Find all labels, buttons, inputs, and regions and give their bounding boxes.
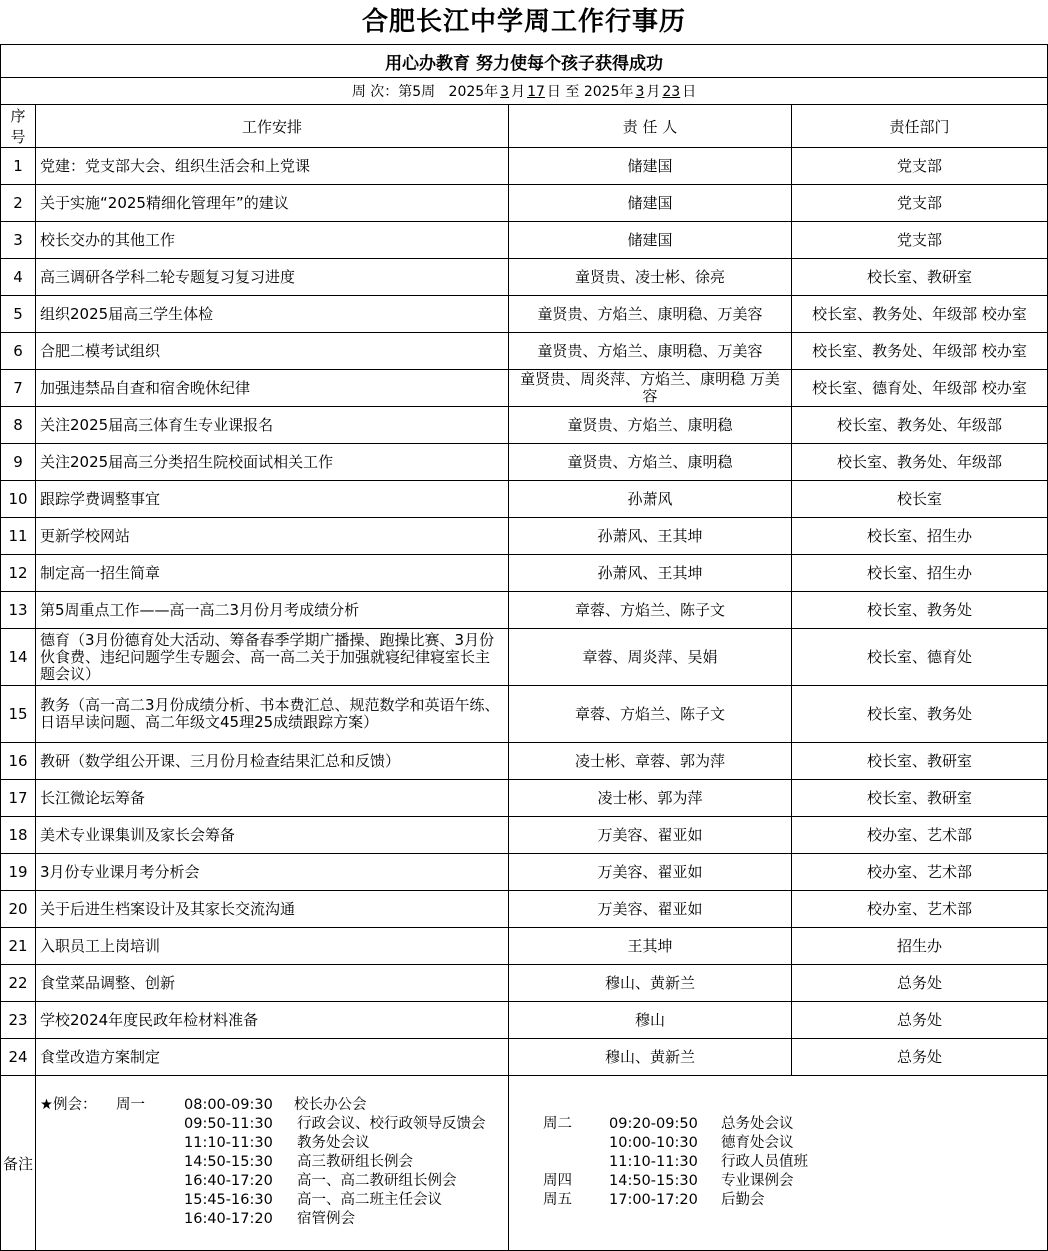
task-cell: 第5周重点工作——高一高二3月份月考成绩分析 (36, 592, 509, 629)
row-number: 17 (1, 780, 36, 817)
schedule-table (0, 44, 1048, 1251)
dept-cell: 校长室 (792, 481, 1048, 518)
row-number: 23 (1, 1002, 36, 1039)
person-cell: 万美容、翟亚如 (509, 891, 792, 928)
task-cell: 关注2025届高三分类招生院校面试相关工作 (36, 444, 509, 481)
meeting-day: 周五 (543, 1192, 572, 1208)
meeting-name: 高三教研组长例会 (297, 1154, 413, 1170)
task-cell: 食堂菜品调整、创新 (36, 965, 509, 1002)
row-number: 4 (1, 259, 36, 296)
row-number: 2 (1, 185, 36, 222)
meeting-time: 11:10-11:30 (609, 1154, 698, 1170)
row-number: 11 (1, 518, 36, 555)
row-number: 1 (1, 148, 36, 185)
meeting-day-label: 周一 (116, 1097, 145, 1113)
meeting-time: 11:10-11:30 (184, 1135, 273, 1151)
meeting-name: 后勤会 (721, 1192, 765, 1208)
meeting-time: 09:20-09:50 (609, 1116, 698, 1132)
dept-cell: 总务处 (792, 1002, 1048, 1039)
meeting-name: 总务处会议 (721, 1116, 794, 1132)
dept-cell: 校长室、德育处、年级部 校办室 (792, 370, 1048, 407)
meeting-time: 16:40-17:20 (184, 1211, 273, 1227)
row-number: 5 (1, 296, 36, 333)
meeting-day (40, 1115, 184, 1134)
table-row (1, 743, 1048, 780)
meeting-day (543, 1153, 609, 1172)
meeting-item (40, 1115, 504, 1134)
person-cell: 储建国 (509, 148, 792, 185)
meeting-heading: ★例会： (40, 1097, 97, 1113)
motto: 用心办教育 努力使每个孩子获得成功 (1, 45, 1048, 78)
start-month: 3 (500, 84, 510, 100)
page-title: 合肥长江中学周工作行事历 (361, 7, 686, 37)
meeting-name: 校长办公会 (294, 1097, 367, 1113)
meeting-item (543, 1172, 1043, 1191)
row-number: 16 (1, 743, 36, 780)
table-row (1, 1002, 1048, 1039)
dept-cell: 校长室、教务处、年级部 校办室 (792, 296, 1048, 333)
dept-cell: 校长室、德育处 (792, 629, 1048, 686)
dept-cell: 校办室、艺术部 (792, 854, 1048, 891)
task-cell: 德育（3月份德育处大活动、筹备春季学期广播操、跑操比赛、3月份伙食费、违纪问题学生专题会、高一高二关于加强就寝纪律寝室长主题会议） (36, 629, 509, 686)
person-cell: 童贤贵、方焰兰、康明稳、万美容 (509, 296, 792, 333)
table-row (1, 686, 1048, 743)
table-row (1, 592, 1048, 629)
person-cell: 章蓉、周炎萍、吴娟 (509, 629, 792, 686)
dept-cell: 校长室、招生办 (792, 555, 1048, 592)
person-cell: 万美容、翟亚如 (509, 817, 792, 854)
dept-cell: 校长室、教研室 (792, 743, 1048, 780)
row-number: 14 (1, 629, 36, 686)
meeting-name: 宿管例会 (297, 1211, 355, 1227)
header-no: 序号 (1, 105, 36, 148)
dept-cell: 校办室、艺术部 (792, 817, 1048, 854)
meeting-item (40, 1172, 504, 1191)
dept-cell: 校长室、教研室 (792, 780, 1048, 817)
task-cell: 关于实施“2025精细化管理年”的建议 (36, 185, 509, 222)
meeting-day (40, 1172, 184, 1191)
row-number: 7 (1, 370, 36, 407)
dept-cell: 校长室、教务处、年级部 (792, 444, 1048, 481)
dept-cell: 党支部 (792, 148, 1048, 185)
notes-left (36, 1076, 509, 1251)
dept-cell: 总务处 (792, 965, 1048, 1002)
notes-label: 备注 (1, 1076, 36, 1251)
to-label: 至 (565, 84, 580, 100)
header-row (1, 105, 1048, 148)
meeting-list-right (513, 1076, 1043, 1210)
meeting-item (543, 1191, 1043, 1210)
meeting-time: 14:50-15:30 (184, 1154, 273, 1170)
task-cell: 长江微论坛筹备 (36, 780, 509, 817)
header-task: 工作安排 (36, 105, 509, 148)
person-cell: 王其坤 (509, 928, 792, 965)
meeting-time: 10:00-10:30 (609, 1135, 698, 1151)
meeting-name: 专业课例会 (721, 1173, 794, 1189)
dept-cell: 校长室、教务处、年级部 校办室 (792, 333, 1048, 370)
end-year: 2025年 (583, 84, 634, 100)
task-cell: 食堂改造方案制定 (36, 1039, 509, 1076)
person-cell: 孙萧风、王其坤 (509, 518, 792, 555)
notes-row (1, 1076, 1048, 1251)
meeting-day (40, 1134, 184, 1153)
month-unit: 月 (511, 84, 526, 100)
meeting-time: 15:45-16:30 (184, 1192, 273, 1208)
start-year: 2025年 (448, 84, 499, 100)
table-row (1, 185, 1048, 222)
meeting-item (543, 1134, 1043, 1153)
dept-cell: 校长室、教研室 (792, 259, 1048, 296)
person-cell: 穆山、黄新兰 (509, 965, 792, 1002)
meeting-day (40, 1096, 184, 1115)
task-cell: 教务（高一高二3月份成绩分析、书本费汇总、规范数学和英语午练、日语早读问题、高二年级文45理25成绩跟踪方案） (36, 686, 509, 743)
meeting-day: 周四 (543, 1173, 572, 1189)
meeting-name: 行政会议、校行政领导反馈会 (297, 1116, 486, 1132)
table-row (1, 518, 1048, 555)
meeting-day: 周二 (543, 1116, 572, 1132)
person-cell: 凌士彬、郭为萍 (509, 780, 792, 817)
meeting-day (40, 1191, 184, 1210)
person-cell: 储建国 (509, 222, 792, 259)
table-row (1, 481, 1048, 518)
row-number: 24 (1, 1039, 36, 1076)
table-row (1, 928, 1048, 965)
meeting-time: 08:00-09:30 (184, 1097, 273, 1113)
person-cell: 孙萧风、王其坤 (509, 555, 792, 592)
task-cell: 高三调研各学科二轮专题复习复习进度 (36, 259, 509, 296)
task-cell: 入职员工上岗培训 (36, 928, 509, 965)
meeting-day (40, 1153, 184, 1172)
table-row (1, 965, 1048, 1002)
person-cell: 童贤贵、周炎萍、方焰兰、康明稳 万美容 (509, 370, 792, 407)
table-row (1, 854, 1048, 891)
row-number: 21 (1, 928, 36, 965)
meeting-item (40, 1210, 504, 1229)
table-row (1, 148, 1048, 185)
meeting-name: 教务处会议 (297, 1135, 370, 1151)
person-cell: 童贤贵、方焰兰、康明稳、万美容 (509, 333, 792, 370)
meeting-time: 09:50-11:30 (184, 1116, 273, 1132)
day-unit: 日 (682, 84, 697, 100)
person-cell: 万美容、翟亚如 (509, 854, 792, 891)
table-row (1, 333, 1048, 370)
meeting-day (543, 1134, 609, 1153)
row-number: 20 (1, 891, 36, 928)
week-range (1, 78, 1048, 105)
task-cell: 教研（数学组公开课、三月份月检查结果汇总和反馈） (36, 743, 509, 780)
task-cell: 美术专业课集训及家长会筹备 (36, 817, 509, 854)
dept-cell: 校长室、招生办 (792, 518, 1048, 555)
month-unit: 月 (646, 84, 661, 100)
person-cell: 童贤贵、凌士彬、徐亮 (509, 259, 792, 296)
meeting-name: 高一、高二班主任会议 (297, 1192, 442, 1208)
dept-cell: 党支部 (792, 222, 1048, 259)
task-cell: 制定高一招生简章 (36, 555, 509, 592)
task-cell: 更新学校网站 (36, 518, 509, 555)
task-cell: 跟踪学费调整事宜 (36, 481, 509, 518)
day-unit: 日 (546, 84, 561, 100)
table-row (1, 1039, 1048, 1076)
meeting-day (40, 1210, 184, 1229)
task-cell: 校长交办的其他工作 (36, 222, 509, 259)
end-day: 23 (662, 84, 681, 100)
motto-row (1, 45, 1048, 78)
person-cell: 穆山、黄新兰 (509, 1039, 792, 1076)
table-row (1, 407, 1048, 444)
meeting-item (40, 1191, 504, 1210)
table-row (1, 629, 1048, 686)
header-dept: 责任部门 (792, 105, 1048, 148)
notes-right (509, 1076, 1048, 1251)
meeting-time: 17:00-17:20 (609, 1192, 698, 1208)
row-number: 19 (1, 854, 36, 891)
meeting-list-left (40, 1076, 504, 1229)
table-row (1, 780, 1048, 817)
task-cell: 党建：党支部大会、组织生活会和上党课 (36, 148, 509, 185)
meeting-item (40, 1153, 504, 1172)
table-row (1, 444, 1048, 481)
task-cell: 关注2025届高三体育生专业课报名 (36, 407, 509, 444)
dept-cell: 党支部 (792, 185, 1048, 222)
task-cell: 合肥二模考试组织 (36, 333, 509, 370)
person-cell: 童贤贵、方焰兰、康明稳 (509, 444, 792, 481)
table-row (1, 296, 1048, 333)
row-number: 12 (1, 555, 36, 592)
dept-cell: 校办室、艺术部 (792, 891, 1048, 928)
table-row (1, 370, 1048, 407)
header-person: 责 任 人 (509, 105, 792, 148)
person-cell: 穆山 (509, 1002, 792, 1039)
task-cell: 组织2025届高三学生体检 (36, 296, 509, 333)
table-row (1, 259, 1048, 296)
dept-cell: 校长室、教务处 (792, 686, 1048, 743)
row-number: 18 (1, 817, 36, 854)
row-number: 15 (1, 686, 36, 743)
task-cell: 学校2024年度民政年检材料准备 (36, 1002, 509, 1039)
person-cell: 童贤贵、方焰兰、康明稳 (509, 407, 792, 444)
dept-cell: 招生办 (792, 928, 1048, 965)
task-cell: 3月份专业课月考分析会 (36, 854, 509, 891)
meeting-name: 德育处会议 (721, 1135, 794, 1151)
row-number: 13 (1, 592, 36, 629)
table-row (1, 222, 1048, 259)
person-cell: 孙萧风 (509, 481, 792, 518)
meeting-item (543, 1153, 1043, 1172)
task-cell: 关于后进生档案设计及其家长交流沟通 (36, 891, 509, 928)
meeting-name: 行政人员值班 (721, 1154, 808, 1170)
row-number: 22 (1, 965, 36, 1002)
start-day: 17 (527, 84, 545, 100)
row-number: 9 (1, 444, 36, 481)
meeting-time: 16:40-17:20 (184, 1173, 273, 1189)
week-label: 周 次：第5周 (351, 84, 436, 100)
row-number: 3 (1, 222, 36, 259)
row-number: 6 (1, 333, 36, 370)
row-number: 10 (1, 481, 36, 518)
person-cell: 章蓉、方焰兰、陈子文 (509, 686, 792, 743)
person-cell: 储建国 (509, 185, 792, 222)
person-cell: 凌士彬、章蓉、郭为萍 (509, 743, 792, 780)
meeting-item (40, 1134, 504, 1153)
meeting-item (543, 1115, 1043, 1134)
person-cell: 章蓉、方焰兰、陈子文 (509, 592, 792, 629)
table-row (1, 817, 1048, 854)
dept-cell: 总务处 (792, 1039, 1048, 1076)
dept-cell: 校长室、教务处 (792, 592, 1048, 629)
week-row (1, 78, 1048, 105)
meeting-time: 14:50-15:30 (609, 1173, 698, 1189)
row-number: 8 (1, 407, 36, 444)
meeting-item (40, 1096, 504, 1115)
table-row (1, 891, 1048, 928)
task-cell: 加强违禁品自查和宿舍晚休纪律 (36, 370, 509, 407)
table-row (1, 555, 1048, 592)
end-month: 3 (635, 84, 645, 100)
dept-cell: 校长室、教务处、年级部 (792, 407, 1048, 444)
meeting-name: 高一、高二教研组长例会 (297, 1173, 457, 1189)
